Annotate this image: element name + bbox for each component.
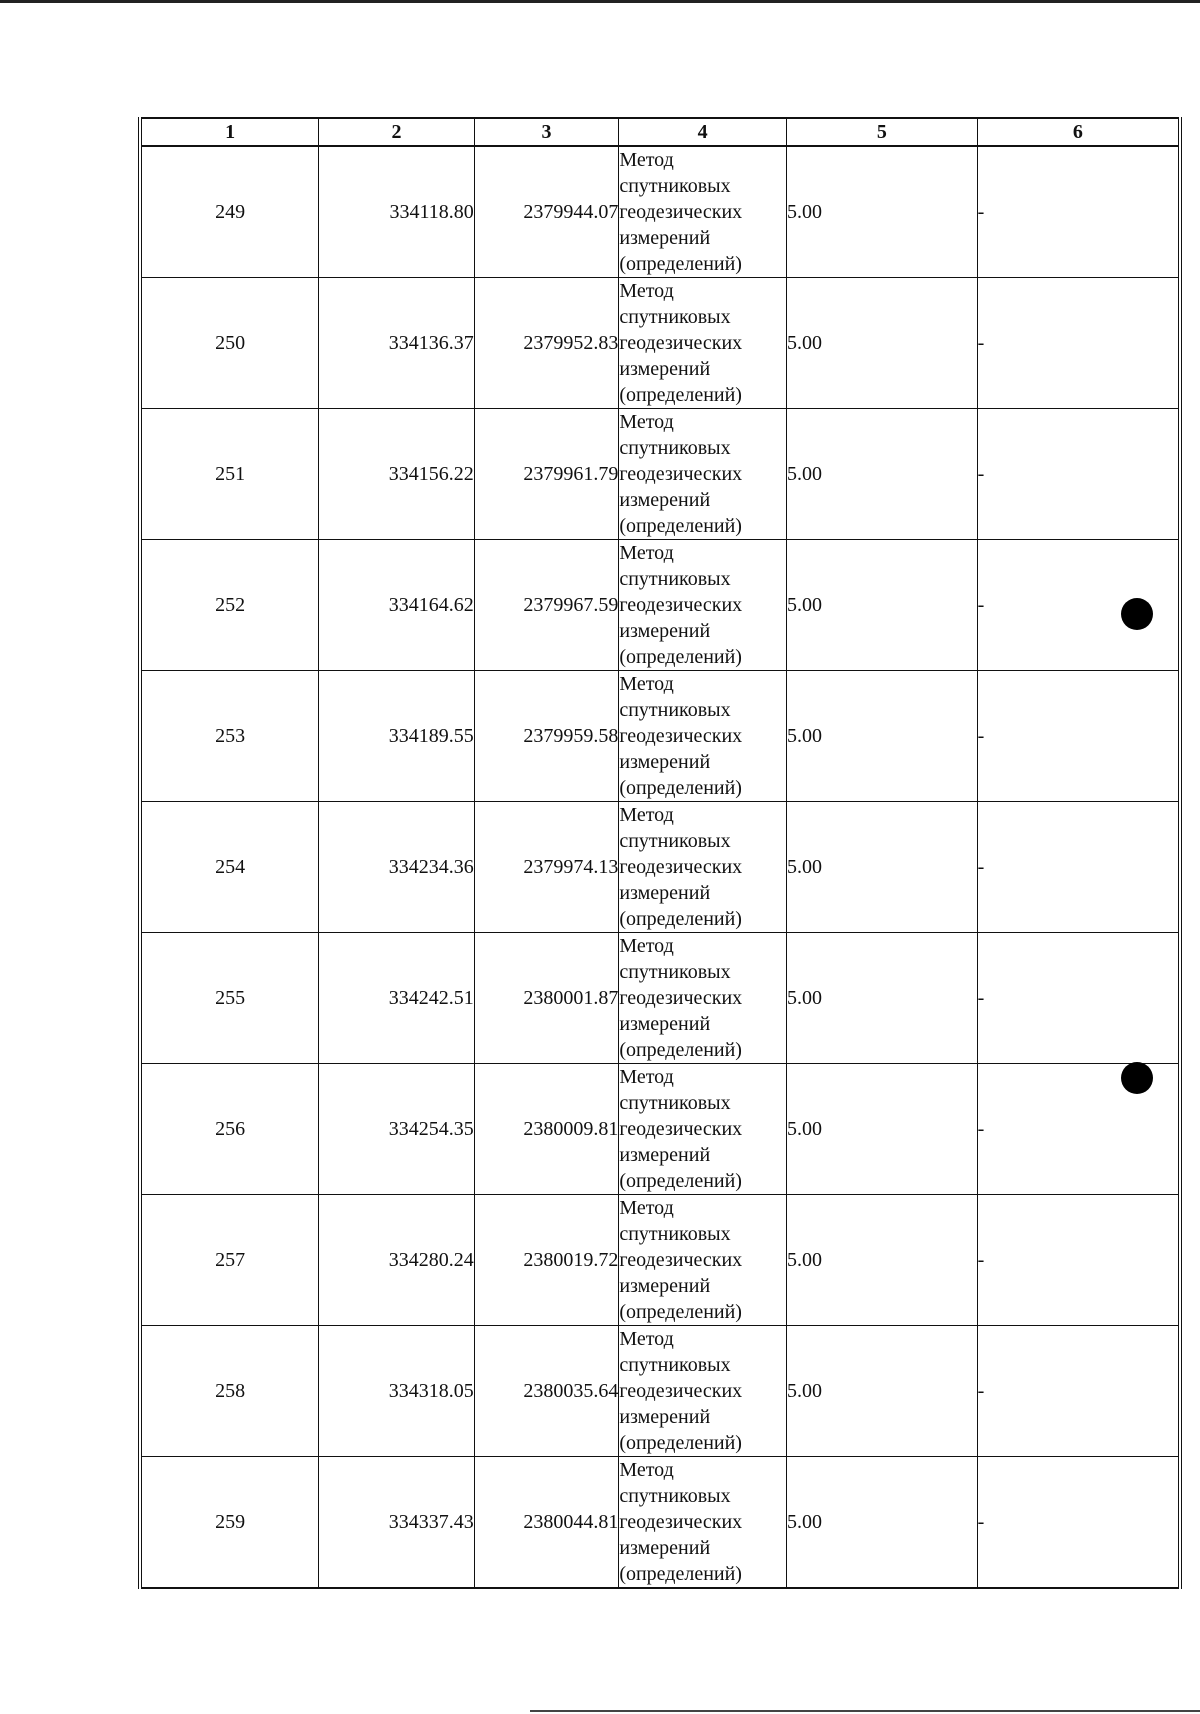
x-coordinate-cell: 334337.43: [319, 1457, 475, 1589]
note-cell: -: [977, 933, 1180, 1064]
column-header-3: 3: [474, 118, 619, 146]
y-coordinate-cell: 2379961.79: [474, 409, 619, 540]
point-number-cell: 249: [140, 146, 319, 278]
method-line: Метод: [619, 1197, 674, 1219]
note-cell: -: [977, 1457, 1180, 1589]
method-cell: [619, 146, 787, 278]
point-number-cell: 258: [140, 1326, 319, 1457]
point-number-cell: 257: [140, 1195, 319, 1326]
method-line: геодезических: [619, 1249, 743, 1271]
x-coordinate-cell: 334280.24: [319, 1195, 475, 1326]
note-cell: -: [977, 278, 1180, 409]
method-line: измерений: [619, 882, 711, 904]
column-header-1: 1: [140, 118, 319, 146]
method-line: (определений): [619, 384, 742, 406]
method-line: геодезических: [619, 1380, 743, 1402]
method-line: измерений: [619, 751, 711, 773]
method-line: измерений: [619, 227, 711, 249]
accuracy-cell: 5.00: [786, 1064, 977, 1195]
scan-hole-mark: [1121, 1062, 1153, 1094]
method-line: (определений): [619, 646, 742, 668]
note-cell: -: [977, 802, 1180, 933]
method-line: спутниковых: [619, 961, 731, 983]
method-line: измерений: [619, 358, 711, 380]
method-line: (определений): [619, 1563, 742, 1585]
accuracy-cell: 5.00: [786, 146, 977, 278]
table-row: [140, 409, 1180, 540]
x-coordinate-cell: 334164.62: [319, 540, 475, 671]
method-line: Метод: [619, 149, 674, 171]
x-coordinate-cell: 334242.51: [319, 933, 475, 1064]
method-line: спутниковых: [619, 1354, 731, 1376]
accuracy-cell: 5.00: [786, 933, 977, 1064]
method-line: (определений): [619, 777, 742, 799]
method-cell: [619, 1326, 787, 1457]
table-row: [140, 1457, 1180, 1589]
method-line: геодезических: [619, 725, 743, 747]
method-line: геодезических: [619, 332, 743, 354]
note-cell: -: [977, 409, 1180, 540]
method-line: (определений): [619, 253, 742, 275]
accuracy-cell: 5.00: [786, 540, 977, 671]
table-row: [140, 1326, 1180, 1457]
method-cell: [619, 671, 787, 802]
table-row: [140, 671, 1180, 802]
point-number-cell: 255: [140, 933, 319, 1064]
method-line: Метод: [619, 673, 674, 695]
y-coordinate-cell: 2380001.87: [474, 933, 619, 1064]
table-row: [140, 278, 1180, 409]
accuracy-cell: 5.00: [786, 1326, 977, 1457]
note-cell: -: [977, 146, 1180, 278]
note-cell: -: [977, 671, 1180, 802]
accuracy-cell: 5.00: [786, 409, 977, 540]
method-line: геодезических: [619, 201, 743, 223]
method-line: Метод: [619, 542, 674, 564]
method-cell: [619, 1064, 787, 1195]
method-line: Метод: [619, 280, 674, 302]
point-number-cell: 253: [140, 671, 319, 802]
method-cell: [619, 409, 787, 540]
column-header-2: 2: [319, 118, 475, 146]
accuracy-cell: 5.00: [786, 1457, 977, 1589]
method-line: (определений): [619, 1301, 742, 1323]
method-cell: [619, 933, 787, 1064]
method-line: Метод: [619, 1328, 674, 1350]
x-coordinate-cell: 334136.37: [319, 278, 475, 409]
method-line: Метод: [619, 804, 674, 826]
y-coordinate-cell: 2379959.58: [474, 671, 619, 802]
y-coordinate-cell: 2380035.64: [474, 1326, 619, 1457]
table-row: [140, 1195, 1180, 1326]
y-coordinate-cell: 2379967.59: [474, 540, 619, 671]
column-header-6: 6: [977, 118, 1180, 146]
accuracy-cell: 5.00: [786, 802, 977, 933]
method-line: геодезических: [619, 856, 743, 878]
method-line: спутниковых: [619, 175, 731, 197]
point-number-cell: 252: [140, 540, 319, 671]
method-line: спутниковых: [619, 568, 731, 590]
method-cell: [619, 1457, 787, 1589]
table-body: [140, 146, 1180, 1588]
method-line: геодезических: [619, 463, 743, 485]
column-header-5: 5: [786, 118, 977, 146]
scan-hole-mark: [1121, 598, 1153, 630]
note-cell: -: [977, 540, 1180, 671]
bottom-page-rule: [530, 1710, 1200, 1712]
point-number-cell: 250: [140, 278, 319, 409]
table-row: [140, 540, 1180, 671]
method-line: измерений: [619, 1144, 711, 1166]
accuracy-cell: 5.00: [786, 278, 977, 409]
coordinates-table: [138, 117, 1182, 1589]
method-line: измерений: [619, 1537, 711, 1559]
top-page-rule: [0, 0, 1200, 3]
point-number-cell: 251: [140, 409, 319, 540]
point-number-cell: 256: [140, 1064, 319, 1195]
method-line: геодезических: [619, 987, 743, 1009]
method-line: (определений): [619, 1170, 742, 1192]
method-cell: [619, 278, 787, 409]
table-row: [140, 1064, 1180, 1195]
method-line: измерений: [619, 1013, 711, 1035]
x-coordinate-cell: 334254.35: [319, 1064, 475, 1195]
method-line: (определений): [619, 1432, 742, 1454]
method-line: (определений): [619, 1039, 742, 1061]
point-number-cell: 259: [140, 1457, 319, 1589]
accuracy-cell: 5.00: [786, 671, 977, 802]
method-line: (определений): [619, 908, 742, 930]
method-line: спутниковых: [619, 1092, 731, 1114]
y-coordinate-cell: 2379974.13: [474, 802, 619, 933]
y-coordinate-cell: 2379944.07: [474, 146, 619, 278]
method-line: геодезических: [619, 594, 743, 616]
y-coordinate-cell: 2380044.81: [474, 1457, 619, 1589]
x-coordinate-cell: 334318.05: [319, 1326, 475, 1457]
method-line: спутниковых: [619, 437, 731, 459]
method-line: Метод: [619, 411, 674, 433]
y-coordinate-cell: 2380019.72: [474, 1195, 619, 1326]
method-line: измерений: [619, 620, 711, 642]
table-row: [140, 146, 1180, 278]
method-line: спутниковых: [619, 306, 731, 328]
column-header-4: 4: [619, 118, 787, 146]
method-line: спутниковых: [619, 1485, 731, 1507]
x-coordinate-cell: 334234.36: [319, 802, 475, 933]
method-cell: [619, 1195, 787, 1326]
point-number-cell: 254: [140, 802, 319, 933]
method-line: спутниковых: [619, 699, 731, 721]
method-line: Метод: [619, 935, 674, 957]
method-line: измерений: [619, 1406, 711, 1428]
y-coordinate-cell: 2380009.81: [474, 1064, 619, 1195]
accuracy-cell: 5.00: [786, 1195, 977, 1326]
x-coordinate-cell: 334118.80: [319, 146, 475, 278]
note-cell: -: [977, 1195, 1180, 1326]
note-cell: -: [977, 1326, 1180, 1457]
method-cell: [619, 802, 787, 933]
table-row: [140, 802, 1180, 933]
method-line: геодезических: [619, 1118, 743, 1140]
y-coordinate-cell: 2379952.83: [474, 278, 619, 409]
method-line: измерений: [619, 1275, 711, 1297]
method-line: (определений): [619, 515, 742, 537]
header-row: [140, 118, 1180, 146]
table-row: [140, 933, 1180, 1064]
method-cell: [619, 540, 787, 671]
method-line: спутниковых: [619, 1223, 731, 1245]
method-line: измерений: [619, 489, 711, 511]
method-line: спутниковых: [619, 830, 731, 852]
x-coordinate-cell: 334189.55: [319, 671, 475, 802]
method-line: Метод: [619, 1459, 674, 1481]
x-coordinate-cell: 334156.22: [319, 409, 475, 540]
method-line: Метод: [619, 1066, 674, 1088]
note-cell: -: [977, 1064, 1180, 1195]
method-line: геодезических: [619, 1511, 743, 1533]
